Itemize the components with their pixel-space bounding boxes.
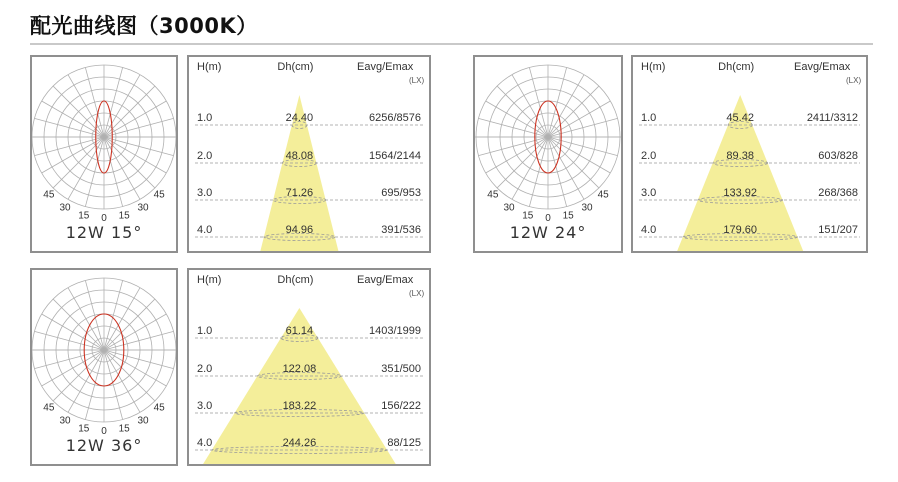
column-header-illuminance: Eavg/Emax [794, 61, 851, 73]
row-height-value: 2.0 [197, 150, 213, 162]
polar-grid [475, 57, 621, 251]
polar-angle-label: 30 [59, 415, 71, 427]
polar-grid-spoke [104, 314, 166, 350]
polar-grid-spoke [104, 288, 140, 350]
polar-angle-label: 30 [503, 202, 515, 214]
row-height-value: 2.0 [197, 363, 213, 375]
title-underline [30, 43, 873, 45]
polar-angle-label: 15 [118, 210, 130, 222]
polar-diagram-panel [30, 268, 178, 466]
polar-angle-label: 45 [153, 189, 165, 201]
row-illuminance-value: 2411/3312 [806, 112, 858, 124]
polar-grid-spoke [104, 137, 140, 199]
polar-angle-label: 45 [43, 189, 55, 201]
polar-grid-spoke [104, 350, 140, 412]
polar-angle-label: 30 [581, 202, 593, 214]
row-illuminance-value: 351/500 [381, 363, 421, 375]
illuminance-table-panel [187, 268, 431, 466]
row-illuminance-value: 6256/8576 [369, 112, 421, 124]
column-header-unit: (LX) [409, 76, 425, 85]
polar-grid-spoke [68, 137, 104, 199]
row-height-value: 3.0 [197, 400, 213, 412]
polar-grid-spoke [104, 75, 140, 137]
polar-angle-label: 15 [118, 423, 130, 435]
illuminance-table-panel [631, 55, 868, 253]
polar-grid-spoke [53, 350, 104, 401]
polar-angle-label: 15 [522, 210, 534, 222]
column-header-diameter: Dh(cm) [277, 274, 314, 286]
polar-diagram-panel [30, 55, 178, 253]
row-diameter-value: 94.96 [285, 224, 314, 236]
polar-angle-label: 45 [43, 402, 55, 414]
polar-angle-label: 15 [562, 210, 574, 222]
row-diameter-value: 24.40 [285, 112, 314, 124]
row-height-value: 4.0 [197, 437, 213, 449]
polar-diagram-panel [473, 55, 623, 253]
row-diameter-value: 61.14 [285, 325, 314, 337]
polar-grid-spoke [497, 137, 548, 188]
polar-grid-spoke [104, 101, 166, 137]
polar-grid [32, 270, 176, 464]
polar-grid-spoke [548, 101, 610, 137]
polar-angle-label: 30 [137, 202, 149, 214]
polar-angle-label: 45 [597, 189, 609, 201]
column-header-diameter: Dh(cm) [277, 61, 314, 73]
row-illuminance-value: 88/125 [387, 437, 421, 449]
polar-grid-spoke [512, 75, 548, 137]
row-height-value: 3.0 [197, 187, 213, 199]
polar-grid-spoke [548, 137, 584, 199]
polar-grid-spoke [548, 86, 599, 137]
polar-grid-spoke [104, 299, 155, 350]
polar-grid-spoke [497, 86, 548, 137]
column-header-height: H(m) [197, 61, 222, 73]
polar-angle-label: 45 [487, 189, 499, 201]
row-diameter-value: 71.26 [285, 187, 314, 199]
row-diameter-value: 183.22 [282, 400, 317, 412]
polar-grid-spoke [104, 350, 166, 386]
row-height-value: 4.0 [641, 224, 657, 236]
row-diameter-value: 89.38 [726, 150, 754, 162]
row-diameter-value: 45.42 [726, 112, 754, 124]
column-header-illuminance: Eavg/Emax [357, 274, 414, 286]
polar-grid-spoke [42, 137, 104, 173]
row-illuminance-value: 391/536 [381, 224, 421, 236]
column-header-illuminance: Eavg/Emax [357, 61, 414, 73]
row-illuminance-value: 156/222 [381, 400, 421, 412]
row-illuminance-value: 1403/1999 [369, 325, 421, 337]
polar-angle-label: 0 [101, 426, 107, 437]
polar-grid-spoke [42, 314, 104, 350]
beam-label: 12W 36° [65, 436, 143, 455]
polar-angle-label: 15 [78, 210, 90, 222]
row-height-value: 1.0 [641, 112, 657, 124]
column-header-unit: (LX) [846, 76, 862, 85]
polar-grid-spoke [104, 350, 155, 401]
row-diameter-value: 122.08 [282, 363, 317, 375]
polar-angle-label: 30 [59, 202, 71, 214]
polar-grid-spoke [548, 137, 599, 188]
polar-angle-label: 30 [137, 415, 149, 427]
column-header-height: H(m) [197, 274, 222, 286]
polar-angle-label: 45 [153, 402, 165, 414]
beam-label: 12W 15° [65, 223, 143, 242]
row-height-value: 1.0 [197, 112, 213, 124]
polar-grid-spoke [486, 101, 548, 137]
polar-angle-label: 0 [101, 213, 107, 224]
polar-grid-spoke [68, 75, 104, 137]
polar-grid-spoke [548, 137, 610, 173]
column-header-height: H(m) [641, 61, 666, 73]
illuminance-table-panel [187, 55, 431, 253]
row-diameter-value: 48.08 [285, 150, 314, 162]
polar-grid-spoke [548, 75, 584, 137]
column-header-diameter: Dh(cm) [718, 61, 755, 73]
row-diameter-value: 133.92 [723, 187, 757, 199]
polar-angle-label: 0 [545, 213, 551, 224]
row-illuminance-value: 268/368 [818, 187, 858, 199]
column-header-unit: (LX) [409, 289, 425, 298]
row-illuminance-value: 603/828 [818, 150, 858, 162]
row-height-value: 2.0 [641, 150, 657, 162]
polar-grid-spoke [68, 288, 104, 350]
row-illuminance-value: 695/953 [381, 187, 421, 199]
polar-grid-spoke [512, 137, 548, 199]
polar-grid-spoke [42, 350, 104, 386]
polar-angle-label: 15 [78, 423, 90, 435]
page-title: 配光曲线图（3000K） [30, 14, 258, 38]
polar-grid-spoke [42, 101, 104, 137]
polar-grid [32, 57, 176, 251]
polar-grid-spoke [53, 299, 104, 350]
polar-grid-spoke [104, 137, 166, 173]
row-height-value: 4.0 [197, 224, 213, 236]
beam-label: 12W 24° [509, 223, 587, 242]
row-illuminance-value: 1564/2144 [369, 150, 421, 162]
row-illuminance-value: 151/207 [818, 224, 858, 236]
row-height-value: 3.0 [641, 187, 657, 199]
polar-grid-spoke [68, 350, 104, 412]
row-height-value: 1.0 [197, 325, 213, 337]
row-diameter-value: 244.26 [282, 437, 317, 449]
polar-grid-spoke [486, 137, 548, 173]
row-diameter-value: 179.60 [723, 224, 757, 236]
